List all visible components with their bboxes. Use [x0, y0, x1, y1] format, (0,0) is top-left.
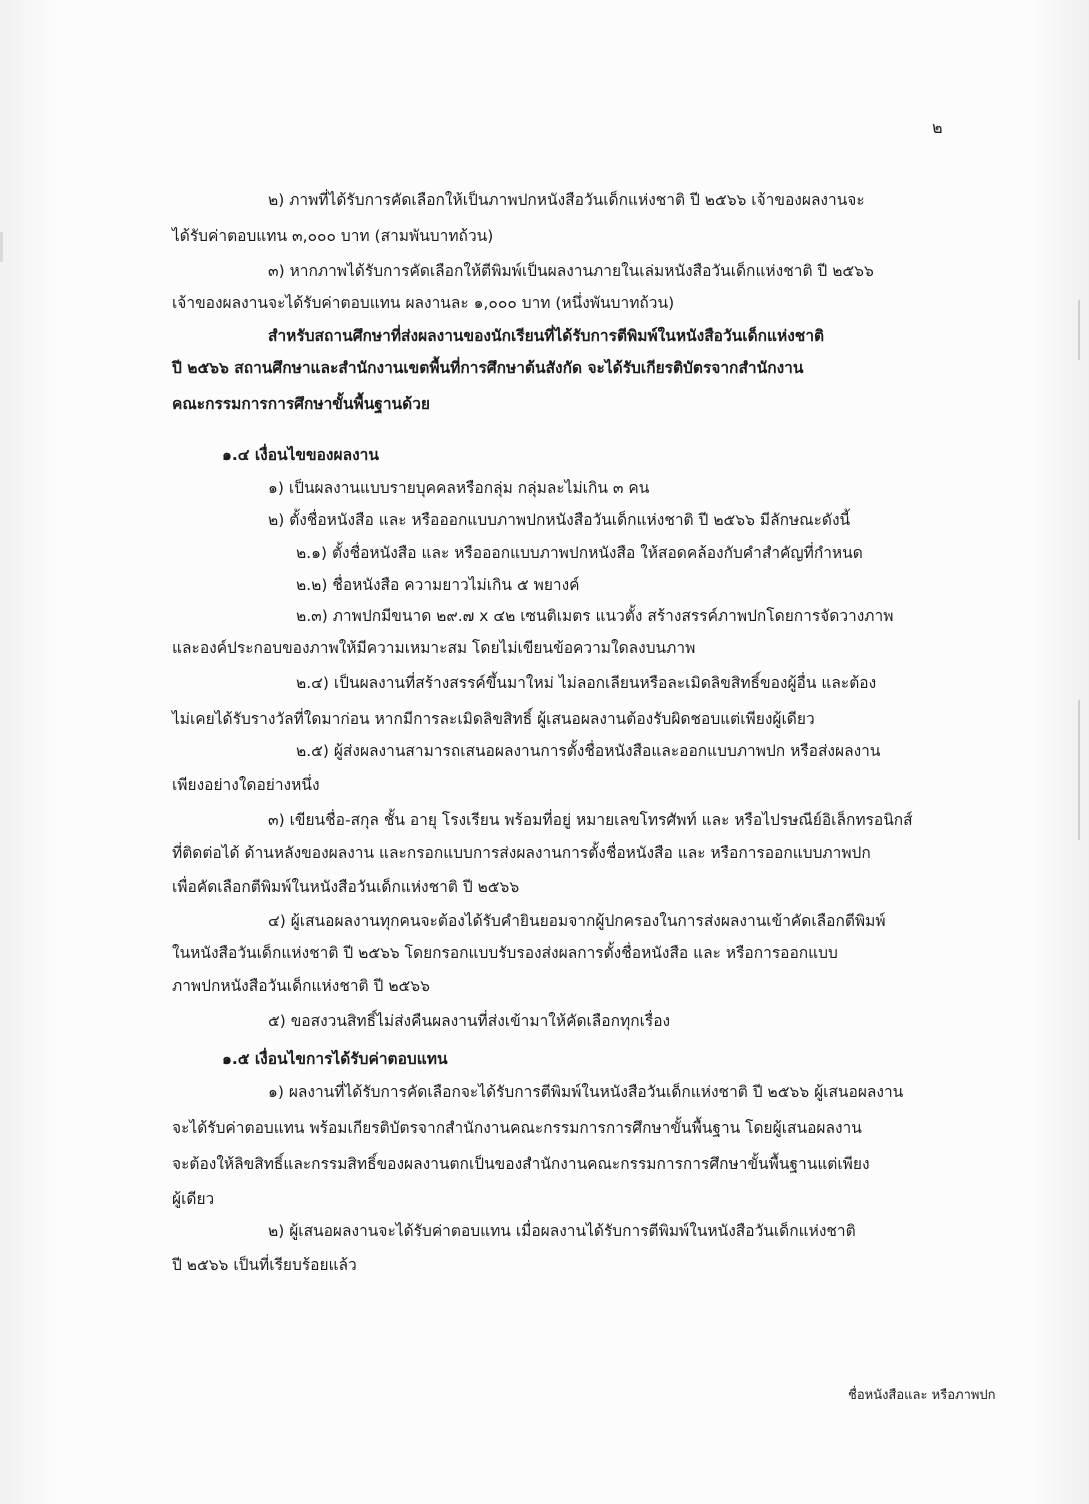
list-item: ๑) เป็นผลงานแบบรายบุคคลหรือกลุ่ม กลุ่มละไม่เกิน ๓ คน	[268, 479, 650, 497]
sub-list-item: ๒.๑) ตั้งชื่อหนังสือ และ หรือออกแบบภาพปกหนังสือ ให้สอดคล้องกับคำสำคัญที่กำหนด	[296, 544, 863, 562]
list-item: ๕) ขอสงวนสิทธิ์ไม่ส่งคืนผลงานที่ส่งเข้ามาให้คัดเลือกทุกเรื่อง	[268, 1012, 671, 1030]
page-footer: ชื่อหนังสือและ หรือภาพปก	[848, 1388, 996, 1403]
paragraph-line: ไม่เคยได้รับรางวัลที่ใดมาก่อน หากมีการละเมิดลิขสิทธิ์ ผู้เสนอผลงานต้องรับผิดชอบแต่เพียงผู้เดียว	[172, 710, 815, 728]
paragraph-line: จะต้องให้ลิขสิทธิ์และกรรมสิทธิ์ของผลงานตกเป็นของสำนักงานคณะกรรมการการศึกษาขั้นพื้นฐานแต่เพียง	[172, 1155, 870, 1173]
paragraph-line: เพื่อคัดเลือกตีพิมพ์ในหนังสือวันเด็กแห่งชาติ ปี ๒๕๖๖	[172, 878, 520, 896]
paragraph-line: ผู้เดียว	[172, 1190, 215, 1208]
list-item: ๒) ตั้งชื่อหนังสือ และ หรือออกแบบภาพปกหนังสือวันเด็กแห่งชาติ ปี ๒๕๖๖ มีลักษณะดังนี้	[268, 511, 851, 529]
paragraph-line: ในหนังสือวันเด็กแห่งชาติ ปี ๒๕๖๖ โดยกรอกแบบรับรองส่งผลการตั้งชื่อหนังสือ และ หรือการออกแบบ	[172, 944, 838, 962]
sub-list-item: ๒.๔) เป็นผลงานที่สร้างสรรค์ขึ้นมาใหม่ ไม่ลอกเลียนหรือละเมิดลิขสิทธิ์ของผู้อื่น และต้อง	[296, 674, 877, 692]
scan-edge-mark	[1078, 300, 1080, 360]
bold-paragraph-line: ปี ๒๕๖๖ สถานศึกษาและสำนักงานเขตพื้นที่การศึกษาต้นสังกัด จะได้รับเกียรติบัตรจากสำนักงาน	[172, 359, 804, 377]
paragraph-line: ๓) หากภาพได้รับการคัดเลือกให้ตีพิมพ์เป็นผลงานภายในเล่มหนังสือวันเด็กแห่งชาติ ปี ๒๕๖๖	[268, 262, 874, 280]
paragraph-line: จะได้รับค่าตอบแทน พร้อมเกียรติบัตรจากสำนักงานคณะกรรมการการศึกษาขั้นพื้นฐาน โดยผู้เสนอผลงาน	[172, 1119, 862, 1137]
section-heading: ๑.๔ เงื่อนไขของผลงาน	[222, 446, 379, 464]
paragraph-line: เพียงอย่างใดอย่างหนึ่ง	[172, 776, 320, 794]
paragraph-line: ภาพปกหนังสือวันเด็กแห่งชาติ ปี ๒๕๖๖	[172, 977, 430, 995]
paragraph-line: ที่ติดต่อได้ ด้านหลังของผลงาน และกรอกแบบการส่งผลงานการตั้งชื่อหนังสือ และ หรือการออกแบบภาพปก	[172, 844, 871, 862]
sub-list-item: ๒.๕) ผู้ส่งผลงานสามารถเสนอผลงานการตั้งชื่อหนังสือและออกแบบภาพปก หรือส่งผลงาน	[296, 742, 881, 760]
list-item: ๑) ผลงานที่ได้รับการคัดเลือกจะได้รับการตีพิมพ์ในหนังสือวันเด็กแห่งชาติ ปี ๒๕๖๖ ผู้เสนอผลงาน	[268, 1083, 904, 1101]
list-item: ๔) ผู้เสนอผลงานทุกคนจะต้องได้รับคำยินยอมจากผู้ปกครองในการส่งผลงานเข้าคัดเลือกตีพิมพ์	[268, 912, 886, 930]
paragraph-line: ปี ๒๕๖๖ เป็นที่เรียบร้อยแล้ว	[172, 1256, 357, 1274]
scan-edge-mark	[0, 232, 3, 262]
bold-paragraph-line: สำหรับสถานศึกษาที่ส่งผลงานของนักเรียนที่ได้รับการตีพิมพ์ในหนังสือวันเด็กแห่งชาติ	[268, 327, 825, 345]
paragraph-line: เจ้าของผลงานจะได้รับค่าตอบแทน ผลงานละ ๑,๐๐๐ บาท (หนึ่งพันบาทถ้วน)	[172, 294, 675, 312]
section-heading: ๑.๕ เงื่อนไขการได้รับค่าตอบแทน	[222, 1050, 448, 1068]
list-item: ๒) ผู้เสนอผลงานจะได้รับค่าตอบแทน เมื่อผลงานได้รับการตีพิมพ์ในหนังสือวันเด็กแห่งชาติ	[268, 1222, 856, 1240]
paragraph-line: และองค์ประกอบของภาพให้มีความเหมาะสม โดยไม่เขียนข้อความใดลงบนภาพ	[172, 639, 696, 657]
list-item: ๓) เขียนชื่อ-สกุล ชั้น อายุ โรงเรียน พร้อมที่อยู่ หมายเลขโทรศัพท์ และ หรือไปรษณีย์อิเล็กทรอนิกส์	[268, 811, 913, 829]
page-number: ๒	[932, 118, 943, 137]
sub-list-item: ๒.๒) ชื่อหนังสือ ความยาวไม่เกิน ๕ พยางค์	[296, 576, 580, 594]
sub-list-item: ๒.๓) ภาพปกมีขนาด ๒๙.๗ x ๔๒ เซนติเมตร แนวตั้ง สร้างสรรค์ภาพปกโดยการจัดวางภาพ	[296, 607, 894, 625]
bold-paragraph-line: คณะกรรมการการศึกษาขั้นพื้นฐานด้วย	[172, 395, 431, 413]
scan-edge-mark	[1078, 700, 1080, 840]
paragraph-line: ได้รับค่าตอบแทน ๓,๐๐๐ บาท (สามพันบาทถ้วน)	[172, 227, 494, 245]
paragraph-line: ๒) ภาพที่ได้รับการคัดเลือกให้เป็นภาพปกหนังสือวันเด็กแห่งชาติ ปี ๒๕๖๖ เจ้าของผลงานจะ	[268, 191, 865, 209]
